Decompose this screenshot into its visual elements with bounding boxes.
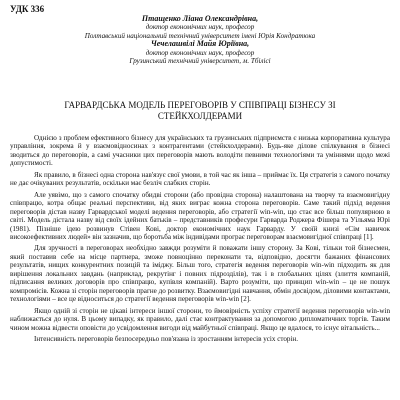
body-paragraph: Якщо одній зі сторін не цікаві інтереси іншої сторони, то ймовірність успіху стратегії ведення переговорів win-win наближається до нуля. В цьому випадку, як правило, далі стає контрактування за допомогою дипломатичних торгів. Таким чином можна відвести оповісти до усвідомлення вигоди від майбутньої співпраці. Якщо це вдалося, то існує вітальність... — [10, 306, 390, 332]
author-degree: доктор економічних наук, професор — [145, 23, 255, 32]
author-name: Птащенко Ліана Олександрівна, — [141, 14, 259, 23]
title-line: СТЕЙКХОЛДЕРАМИ — [157, 110, 243, 121]
author-affiliation: Полтавський національний технічний університет імені Юрія Кондратюка — [84, 31, 316, 40]
author-name: Чечелашвілі Майя Юріївна, — [150, 39, 250, 49]
paper-title — [40, 100, 360, 121]
author-affiliation: Грузинський технічний університет, м. Тбілісі — [129, 57, 271, 66]
body-paragraph: Інтенсивність переговорів безпосередньо пов'язана із зростанням інтересів усіх сторін. — [34, 334, 298, 343]
author-block — [0, 15, 400, 66]
author-degree: доктор економічних наук, професор — [145, 48, 255, 57]
body-paragraph: Як правило, в бізнесі одна сторона нав'язує свої умови, в той час як інша – приймає їх. Ця стратегія з самого початку не дає очікуваних результатів, оскільки має безліч слабких сторін. — [10, 170, 390, 188]
body-paragraph: Для зручності в переговорах необхідно завжди розуміти й поважати іншу сторону. За Кові, тільки той бізнесмен, який поставив себе на місце партнера, зможе повноцінно переконати та, відповідно, досягти бажаних фінансових результатів, нищих конкурентних позицій та іміджу. Більш того, стратегія ведення переговорів win-win підходить як для вирішення локальних завдань (наприклад, рекрутінг і повних підрозділів), так і в глобальних цілях (злиття компаній, підписання великих договорів про співпрацю, купівля компаній). Варто розуміти, що принцип win-win – це не пошук компромісів. Кожна зі сторін переговорів прагне до розвитку. Взаємовигідні навчання, обмін досвідом, діловими контактами, технологіями – все це відноситься до стратегії ведення переговорів win-win [2]. — [10, 244, 390, 304]
body-paragraph: Однією з проблем ефективного бізнесу для українських та грузинських підприємств є низька корпоративна культура управління, зокрема й у взаємовідносинах з контрагентами (стейкхолдерами). Будь-яке ділове спілкування в бізнесі зводиться до переговорів, а самі учасники цих переговорів мають володіти певними технологіями та уміннями щодо межі допустимості. — [10, 134, 390, 168]
udk-code: УДК 336 — [10, 4, 45, 14]
title-line: ГАРВАРДСЬКА МОДЕЛЬ ПЕРЕГОВОРІВ У СПІВПРАЦІ БІЗНЕСУ ЗІ — [64, 100, 336, 110]
paper-body — [10, 134, 390, 343]
body-paragraph: Але уявімо, що з самого спочатку обидві сторони (або провідна сторона) налаштована на творчу та взаємовигідну співпрацю, котра общає реальні перспективи, від яких виграє кожна сторона переговорів. Саме такий підхід ведення переговорів дістав назву Гарвардської моделі ведення переговорів, або стратегії win-win, що стає все більш популярною в світі. Модель дістала назву від своїх ідейних батьків – представників професури Гарварда Роджера Фішера та Уільяма Юрі (1981). Пізніше ідею розвинув Стівен Кові, доктор економічних наук Гарварду. У своїй книзі «Сім навичок високоефективних людей» він зазначив, що боротьба між індивідами програє переговорам взаємовигідної співпраці [1]. — [10, 190, 390, 241]
